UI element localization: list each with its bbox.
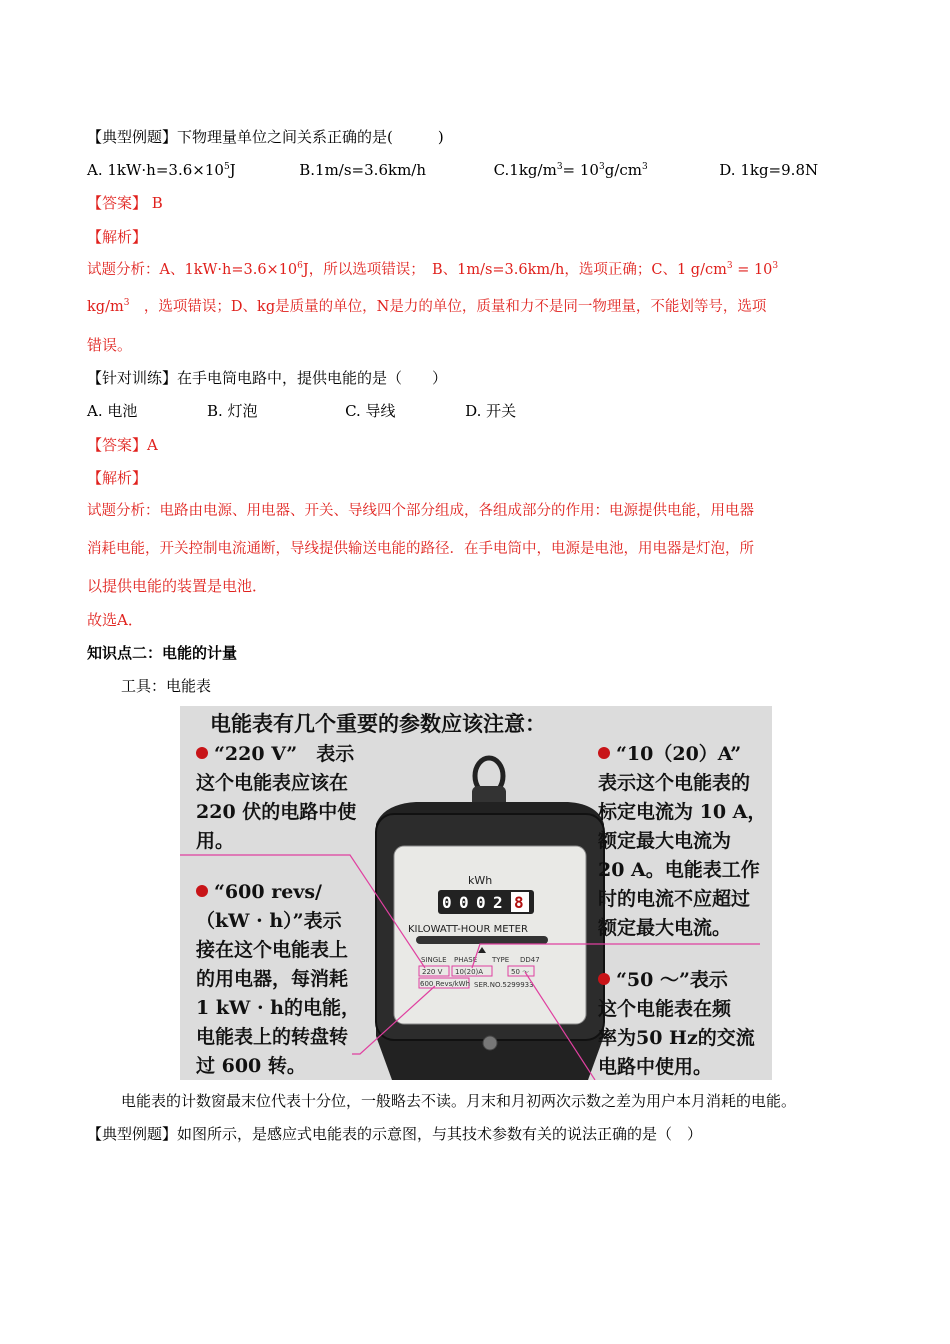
- answer-value: B: [147, 194, 163, 212]
- meter-last-digit: 8: [514, 893, 524, 912]
- note-frequency: “50 ～”表示 这个电能表在频 率为50 Hz的交流 电路中使用。: [598, 969, 755, 1078]
- meter-unit: kWh: [468, 874, 493, 887]
- q2-option-d: D. 开关: [465, 402, 517, 420]
- q2-option-b: B. 灯泡: [206, 402, 258, 420]
- q1-stem-line: [87, 128, 444, 146]
- bullet-dot-icon: [196, 747, 208, 759]
- meter-label-type: TYPE: [492, 956, 510, 964]
- q1-option-b: B.1m/s=3.6km/h: [299, 161, 427, 179]
- q2-stem: 在手电筒电路中，提供电能的是（ ）: [177, 369, 448, 387]
- q2-options: [87, 402, 516, 420]
- q1-option-a: A. $1kW\cdot h=3.6\times 10^5J$: [87, 161, 236, 179]
- q1-options: [87, 161, 818, 179]
- meter-digit: 0: [459, 893, 469, 912]
- meter-serial: SER.NO.5299933: [474, 981, 534, 989]
- q2-option-c: C. 导线: [345, 402, 396, 420]
- note-revs: “600 revs/ （kW · h）”表示 接在这个电能表上 的用电器，每消耗 1 kW · h的电能， 电能表上的转盘转 过 600 转。: [196, 881, 360, 1077]
- q2-conclusion: 故选A．: [87, 611, 143, 629]
- meter-digit: 0: [442, 893, 452, 912]
- meter-digit: 0: [476, 893, 486, 912]
- after-figure-text: 电能表的计数窗最末位代表十分位，一般略去不读。月末和月初两次示数之差为用户本月消耗的电能。: [121, 1092, 797, 1110]
- q1-stem: 下物理量单位之间关系正确的是( ): [177, 128, 444, 146]
- q3-stem-line: [87, 1125, 702, 1143]
- section-tool: 工具：电能表: [121, 677, 212, 695]
- q1-analysis-label: 【解析】: [87, 228, 148, 246]
- q3-stem: 如图所示，是感应式电能表的示意图，与其技术参数有关的说法正确的是（ ）: [177, 1125, 703, 1143]
- svg-text:50 ～: 50 ～: [511, 968, 530, 976]
- section-title: 知识点二：电能的计量: [87, 644, 238, 662]
- note-current: “10（20）A” 表示这个电能表的 标定电流为 10 A， 额定最大电流为 20 A。电能表工作 时的电流不应超过 额定最大电流。: [598, 743, 767, 939]
- bullet-dot-icon: [196, 885, 208, 897]
- q1-analysis-line-1: 试题分析：A、$1kW\cdot h=3.6\times 10^6J$，所以选项错误； B、1m/s=3.6km/h，选项正确；C、1 $g/cm^3 = 10^3$: [87, 261, 779, 278]
- q1-option-c: $C.1kg/m^3= 10^3g/cm^3$: [493, 161, 648, 179]
- figure-title: 电能表有几个重要的参数应该注意：: [210, 712, 546, 736]
- q3-tag: 【典型例题】: [87, 1125, 178, 1143]
- answer-label: 【答案】: [87, 436, 148, 454]
- meter-name: KILOWATT-HOUR METER: [408, 924, 528, 935]
- q2-analysis-line-1: 试题分析：电路由电源、用电器、开关、导线四个部分组成，各组成部分的作用：电源提供电能，用电器: [87, 503, 754, 519]
- electric-meter-figure: [180, 706, 772, 1080]
- q2-analysis-line-3: 以提供电能的装置是电池．: [87, 577, 268, 595]
- answer-value: A: [147, 436, 158, 454]
- q1-analysis-line-3: 错误。: [87, 336, 133, 354]
- q2-answer: [87, 436, 158, 454]
- q2-stem-line: [87, 369, 447, 387]
- bullet-dot-icon: [598, 973, 610, 985]
- meter-label-single: SINGLE: [421, 956, 447, 964]
- meter-label-type-value: DD47: [520, 956, 540, 964]
- q1-tag: 【典型例题】: [87, 128, 178, 146]
- q2-analysis-label: 【解析】: [87, 469, 148, 487]
- svg-text:600 Revs/kWh: 600 Revs/kWh: [420, 980, 471, 988]
- q1-answer: [87, 194, 163, 212]
- svg-text:10(20)A: 10(20)A: [455, 968, 484, 976]
- answer-label: 【答案】: [87, 194, 148, 212]
- q2-tag: 【针对训练】: [87, 369, 178, 387]
- svg-text:220 V: 220 V: [422, 968, 443, 976]
- note-voltage: “220 V” 表示 这个电能表应该在 220 伏的电路中使 用。: [196, 743, 357, 852]
- meter-digit: 2: [493, 893, 503, 912]
- meter-label-phase: PHASE: [454, 956, 478, 964]
- q2-option-a: A. 电池: [87, 402, 138, 420]
- bullet-dot-icon: [598, 747, 610, 759]
- q2-analysis-line-2: 消耗电能，开关控制电流通断，导线提供输送电能的路径．在手电筒中，电源是电池，用电器是灯泡，所: [87, 541, 754, 557]
- meter-disc: [416, 936, 548, 944]
- q1-option-d: D. 1kg=9.8N: [719, 161, 819, 179]
- q1-analysis-line-2: $kg/m^3$ ，选项错误；D、kg是质量的单位，N是力的单位，质量和力不是同一物理量，不能划等号，选项: [87, 298, 767, 315]
